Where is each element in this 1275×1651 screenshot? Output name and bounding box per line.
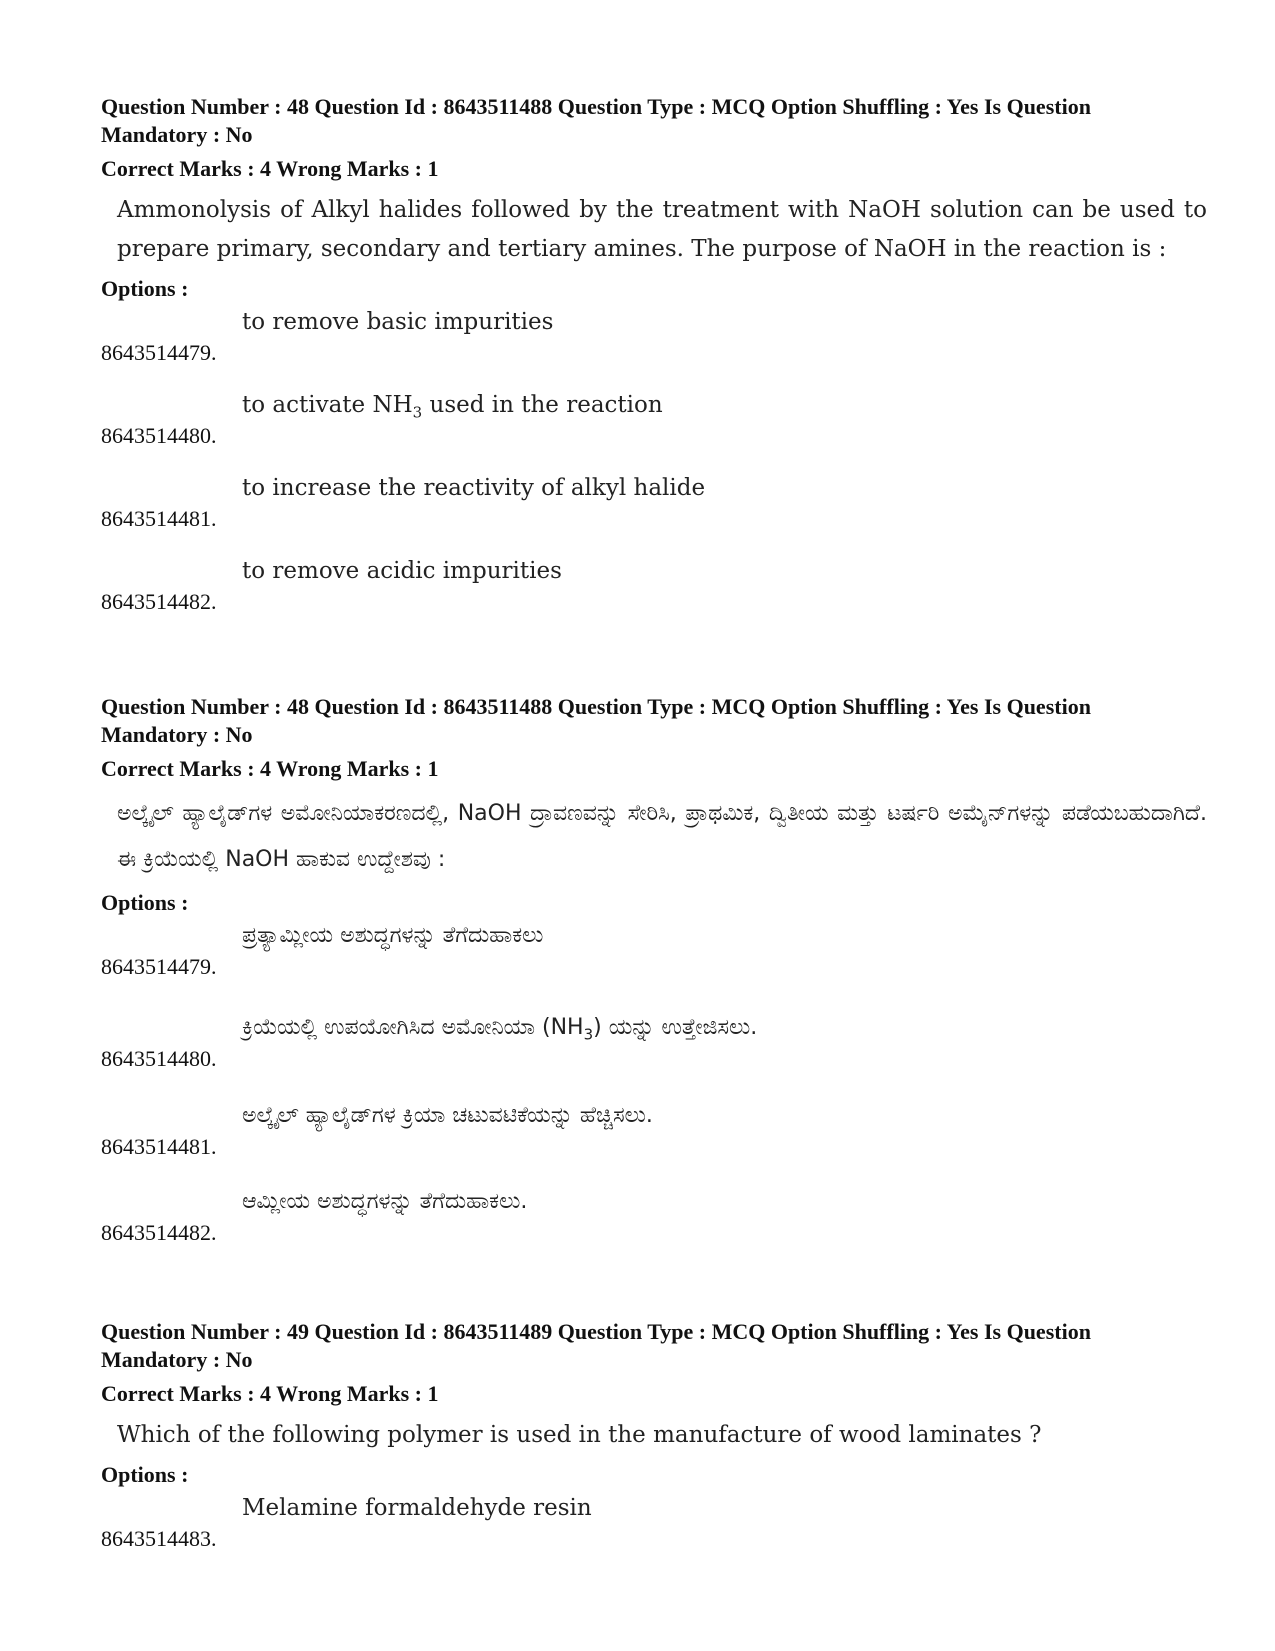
option-item [101,1489,1201,1572]
option-id: 8643514479. [101,340,217,365]
option-text [242,1013,757,1049]
option-id: 8643514483. [101,1526,217,1551]
option-text [242,390,663,428]
option-text: to remove basic impurities [242,309,554,335]
question-block [101,1318,1201,1572]
option-text: to remove acidic impurities [242,558,562,584]
question-marks: Correct Marks : 4 Wrong Marks : 1 [101,156,439,181]
option-text: to increase the reactivity of alkyl halide [242,475,706,501]
question-text: Ammonolysis of Alkyl halides followed by the treatment with NaOH solution can be used to prepare primary, secondary and tertiary amines. The purpose of NaOH in the reaction is : [117,197,1207,262]
options-label: Options : [101,276,189,301]
question-text: ಅಲ್ಕೈಲ್ ಹ್ಯಾಲೈಡ್‌ಗಳ ಅಮೋನಿಯಾಕರಣದಲ್ಲಿ, NaOH ದ್ರಾವಣವನ್ನು ಸೇರಿಸಿ, ಪ್ರಾಥಮಿಕ, ದ್ವಿತೀಯ ಮತ್ತು ಟರ್ಷರಿ ಅಮೈನ್‌ಗಳನ್ನು ಪಡೆಯಬಹುದಾಗಿದೆ. ಈ ಕ್ರಿಯೆಯಲ್ಲಿ NaOH ಹಾಕುವ ಉದ್ದೇಶವು : [117,801,1207,872]
question-meta: Question Number : 48 Question Id : 8643511488 Question Type : MCQ Option Shuffling : Yes Is Question Mandatory : No [101,694,1091,747]
option-id: 8643514481. [101,506,217,531]
option-item [101,386,1201,469]
option-item [101,917,1201,1009]
option-id: 8643514482. [101,589,217,614]
question-marks: Correct Marks : 4 Wrong Marks : 1 [101,1381,439,1406]
question-meta: Question Number : 49 Question Id : 8643511489 Question Type : MCQ Option Shuffling : Yes Is Question Mandatory : No [101,1319,1091,1372]
option-text-sub: 3 [412,403,423,422]
option-id: 8643514482. [101,1220,217,1245]
question-marks: Correct Marks : 4 Wrong Marks : 1 [101,756,439,781]
option-text: ಅಲ್ಕೈಲ್ ಹ್ಯಾಲೈಡ್‌ಗಳ ಕ್ರಿಯಾ ಚಟುವಟಿಕೆಯನ್ನು ಹೆಚ್ಚಿಸಲು. [242,1103,653,1128]
option-text: ಪ್ರತ್ಯಾಮ್ಲೀಯ ಅಶುದ್ಧಗಳನ್ನು ತೆಗೆದುಹಾಕಲು [242,923,544,948]
question-meta: Question Number : 48 Question Id : 8643511488 Question Type : MCQ Option Shuffling : Yes Is Question Mandatory : No [101,94,1091,147]
option-item [101,303,1201,386]
option-id: 8643514480. [101,1046,217,1071]
option-item [101,552,1201,635]
question-text: Which of the following polymer is used in the manufacture of wood laminates ? [117,1422,1042,1448]
option-item [101,1097,1201,1183]
option-id: 8643514479. [101,954,217,979]
option-text: ಆಮ್ಲೀಯ ಅಶುದ್ಧಗಳನ್ನು ತೆಗೆದುಹಾಕಲು. [242,1189,528,1214]
options-label: Options : [101,890,189,915]
option-text-pre: ಕ್ರಿಯೆಯಲ್ಲಿ ಉಪಯೋಗಿಸಿದ ಅಮೋನಿಯಾ (NH [242,1015,584,1040]
option-item [101,1183,1201,1266]
option-text-post: ) ಯನ್ನು ಉತ್ತೇಜಿಸಲು. [593,1015,758,1040]
option-text-pre: to activate NH [242,392,413,418]
option-item [101,469,1201,552]
question-block [101,93,1207,635]
option-item [101,1009,1201,1097]
options-label: Options : [101,1462,189,1487]
option-text-post: used in the reaction [422,392,663,418]
question-block [101,693,1207,1266]
option-id: 8643514481. [101,1134,217,1159]
option-text-sub: 3 [583,1025,594,1044]
option-id: 8643514480. [101,423,217,448]
option-text: Melamine formaldehyde resin [242,1495,592,1521]
